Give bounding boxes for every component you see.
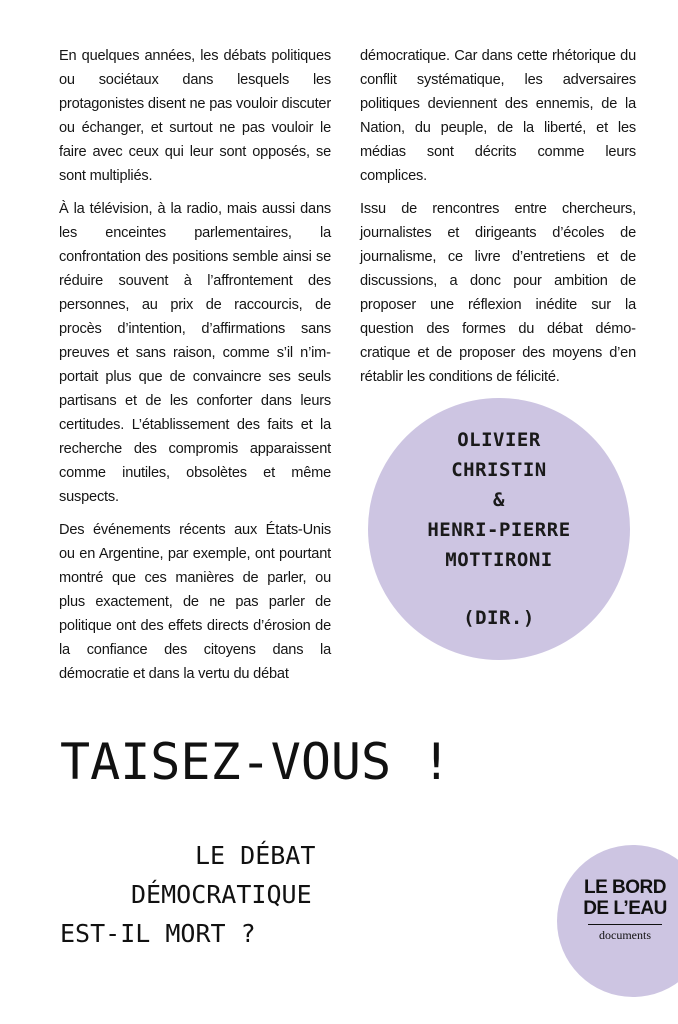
blurb-paragraph: Des événements récents aux États-Unis ou en Argentine, par exemple, ont pourtant montré que ces manières de parler, ou plus exactement, de ne pas parler de politique ont des effets directs d’érosion de la confiance des citoyens dans la démocratie et dans la vertu du débat xyxy=(59,522,331,682)
subtitle-line: EST-IL MORT ? xyxy=(60,919,256,948)
publisher-logo xyxy=(570,877,678,942)
blurb-paragraph: À la télévision, à la radio, mais aussi dans les enceintes parlementaires, la confrontation des positions semble ainsi se réduire souvent à l’affrontement des personnes, au prix de raccourcis, de procès d’intention, d’affirmations sans preuves et sans raison, comme s’il n’importait plus que de convaincre ses seuls partisans et de les conforter dans leurs certitudes. L’établissement des faits et la recherche des compromis apparaissent comme inutiles, obsolètes et même suspects. xyxy=(59,201,331,505)
author-name: HENRI-PIERRE xyxy=(427,519,571,541)
subtitle-line: DÉMOCRATIQUE xyxy=(131,880,312,909)
author-name: OLIVIER xyxy=(457,429,541,451)
publisher-name-line: LE BORD xyxy=(584,877,666,898)
publisher-divider xyxy=(588,924,662,925)
author-name: CHRISTIN xyxy=(451,459,547,481)
author-ampersand: & xyxy=(493,489,505,511)
authors-block xyxy=(368,425,630,633)
editor-role: (DIR.) xyxy=(463,607,535,629)
blurb-paragraph: Issu de rencontres entre chercheurs, journalistes et dirigeants d’écoles de journalisme, ce livre d’entretiens et de discussions, a donc pour ambition de proposer une réflexion inédite sur la question des formes du débat démocratique et de proposer des moyens d’en rétablir les conditions de félicité. xyxy=(360,201,636,385)
book-subtitle xyxy=(60,836,315,953)
back-cover-text-left-column xyxy=(59,44,331,695)
blurb-paragraph: En quelques années, les débats politiques ou sociétaux dans lesquels les protagonistes disent ne pas vouloir discuter ou échanger, et surtout ne pas vouloir le faire avec ceux qui leur sont opposés, se sont multipliés. xyxy=(59,48,331,184)
subtitle-line: LE DÉBAT xyxy=(195,841,316,870)
book-title: TAISEZ-VOUS ! xyxy=(60,733,452,791)
back-cover-text-right-column xyxy=(360,44,636,398)
blurb-paragraph: démocratique. Car dans cette rhétorique du conflit systématique, les adversaires politiques deviennent des ennemis, de la Nation, du peuple, de la liberté, et les médias sont décrits comme leurs complices. xyxy=(360,48,636,184)
publisher-collection: documents xyxy=(599,928,651,942)
author-name: MOTTIRONI xyxy=(445,549,553,571)
publisher-name-line: DE L’EAU xyxy=(583,898,667,919)
